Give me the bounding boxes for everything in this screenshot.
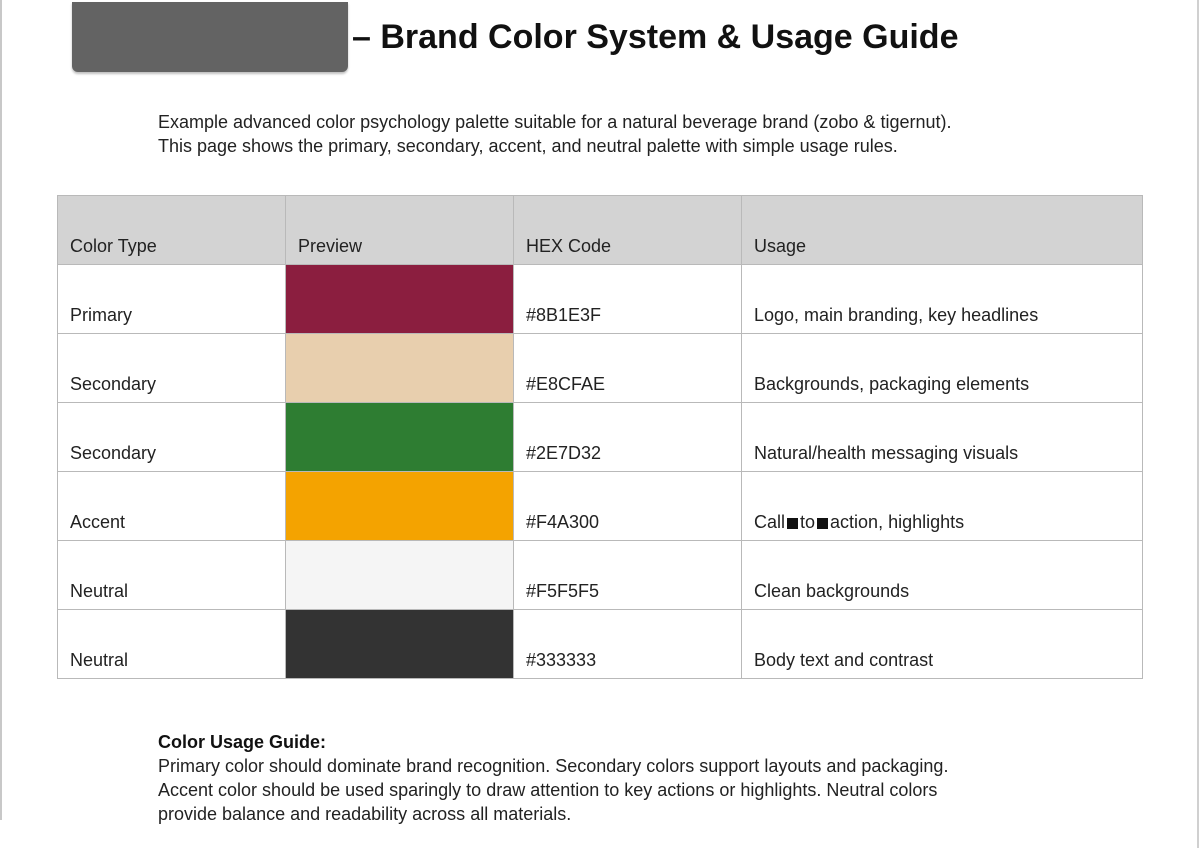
color-swatch: [286, 334, 514, 403]
usage-cell: [742, 472, 1143, 541]
column-header-color-type: Color Type: [58, 196, 286, 265]
hex-code-cell: #E8CFAE: [514, 334, 742, 403]
table-row: [58, 334, 1143, 403]
color-swatch: [286, 472, 514, 541]
color-usage-guide: [158, 730, 948, 826]
usage-text: Call: [754, 512, 786, 532]
table-header-row: [58, 196, 1143, 265]
usage-text: to: [800, 512, 816, 532]
color-type-cell: Accent: [58, 472, 286, 541]
table-row: [58, 265, 1143, 334]
column-header-preview: Preview: [286, 196, 514, 265]
hex-code-cell: #333333: [514, 610, 742, 679]
hex-code-cell: #F5F5F5: [514, 541, 742, 610]
intro-line: This page shows the primary, secondary, accent, and neutral palette with simple usage rules.: [158, 136, 898, 156]
column-header-usage: Usage: [742, 196, 1143, 265]
guide-line: provide balance and readability across all materials.: [158, 804, 572, 824]
color-swatch: [286, 265, 514, 334]
color-swatch: [286, 610, 514, 679]
color-palette-table: [57, 195, 1143, 679]
guide-heading: Color Usage Guide:: [158, 732, 327, 752]
color-type-cell: Secondary: [58, 334, 286, 403]
usage-cell: Natural/health messaging visuals: [742, 403, 1143, 472]
color-type-cell: Neutral: [58, 610, 286, 679]
hex-code-cell: #F4A300: [514, 472, 742, 541]
color-swatch: [286, 541, 514, 610]
usage-cell: Backgrounds, packaging elements: [742, 334, 1143, 403]
missing-glyph-icon: [817, 518, 828, 529]
missing-glyph-icon: [787, 518, 798, 529]
table-row: [58, 541, 1143, 610]
color-type-cell: Secondary: [58, 403, 286, 472]
hex-code-cell: #2E7D32: [514, 403, 742, 472]
guide-line: Primary color should dominate brand recognition. Secondary colors support layouts and packaging.: [158, 756, 949, 776]
intro-paragraph: [158, 110, 951, 158]
page-edge-left: [0, 0, 2, 820]
column-header-hex-code: HEX Code: [514, 196, 742, 265]
page-title: – Brand Color System & Usage Guide: [352, 18, 959, 56]
guide-line: Accent color should be used sparingly to draw attention to key actions or highlights. Neutral colors: [158, 780, 938, 800]
usage-cell: Body text and contrast: [742, 610, 1143, 679]
table-row: [58, 403, 1143, 472]
usage-text: action, highlights: [830, 512, 965, 532]
hex-code-cell: #8B1E3F: [514, 265, 742, 334]
intro-line: Example advanced color psychology palette suitable for a natural beverage brand (zobo & tigernut).: [158, 112, 952, 132]
table-row: [58, 472, 1143, 541]
guide-body: [158, 754, 948, 826]
color-swatch: [286, 403, 514, 472]
usage-cell: Logo, main branding, key headlines: [742, 265, 1143, 334]
color-type-cell: Neutral: [58, 541, 286, 610]
usage-cell: Clean backgrounds: [742, 541, 1143, 610]
redacted-brand-name: [72, 2, 348, 72]
color-type-cell: Primary: [58, 265, 286, 334]
table-row: [58, 610, 1143, 679]
